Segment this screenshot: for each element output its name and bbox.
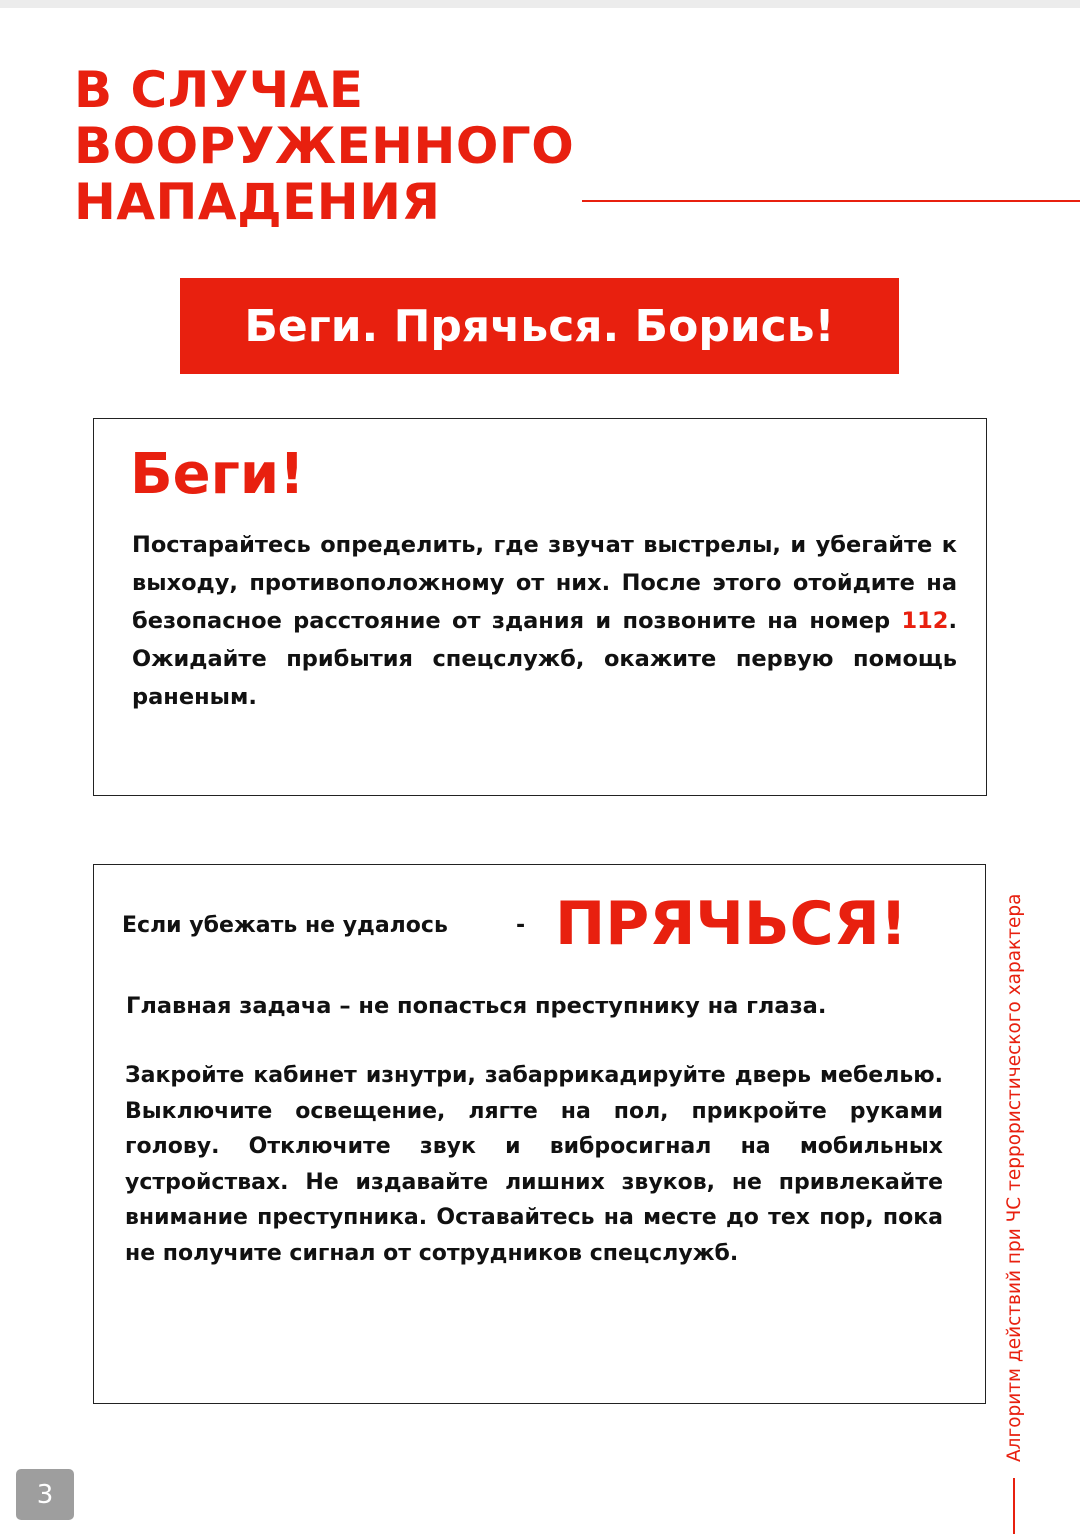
title-line-3: НАПАДЕНИЯ xyxy=(74,173,441,231)
run-text-part-1: Постарайтесь определить, где звучат выстрелы, и убегайте к выходу, противоположному от них. После этого отойдите на безопасное расстояние от здания и позвоните на номер xyxy=(132,532,957,634)
emergency-phone-number: 112 xyxy=(901,608,949,634)
title-line-2: ВООРУЖЕННОГО xyxy=(74,117,575,175)
title-line-1: В СЛУЧАЕ xyxy=(74,61,364,119)
hide-heading: ПРЯЧЬСЯ! xyxy=(555,889,908,959)
page-title xyxy=(74,62,634,230)
hide-instructions: Закройте кабинет изнутри, забаррикадируйте дверь мебелью. Выключите освещение, лягте на пол, прикройте руками голову. Отключите звук и вибросигнал на мобильных устройствах. Не издавайте лишних звуков, не привлекайте внимание преступника. Оставайтесь на месте до тех пор, пока не получите сигнал от сотрудников спецслужб. xyxy=(125,1063,943,1266)
run-heading: Беги! xyxy=(130,442,305,507)
top-strip xyxy=(0,0,1080,8)
hide-intro: Если убежать не удалось xyxy=(122,913,448,938)
run-instructions xyxy=(132,526,957,716)
hide-main-task: Главная задача – не попасться преступнику на глаза. xyxy=(126,993,827,1019)
page-number-badge: 3 xyxy=(16,1469,74,1520)
run-text-part-2: . Ожидайте прибытия спецслужб, окажите первую помощь раненым. xyxy=(132,608,957,710)
side-divider xyxy=(1013,1478,1015,1534)
hide-dash: - xyxy=(516,913,526,938)
slogan-banner: Беги. Прячься. Борись! xyxy=(180,278,899,374)
side-caption: Алгоритм действий при ЧС террористического характера xyxy=(1004,893,1025,1462)
title-divider xyxy=(582,200,1080,202)
